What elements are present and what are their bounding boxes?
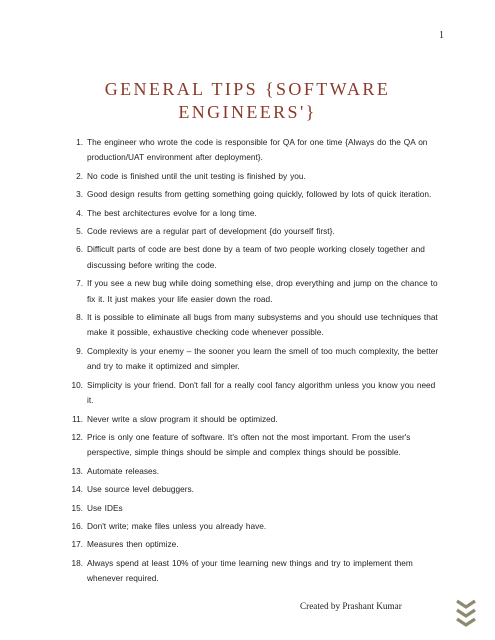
list-item — [68, 224, 440, 239]
list-item — [68, 206, 440, 221]
list-item-text: Code reviews are a regular part of development {do yourself first}. — [87, 226, 335, 237]
list-item-text: Simplicity is your friend. Don't fall for a really cool fancy algorithm unless you know you need it. — [87, 379, 436, 406]
list-item — [68, 242, 440, 273]
list-item — [68, 464, 440, 479]
list-item — [68, 430, 440, 461]
list-item — [68, 482, 440, 497]
list-item-number: 12. — [71, 431, 83, 442]
list-item-text: Complexity is your enemy – the sooner you learn the smell of too much complexity, the better and try to make it optimized and simpler. — [87, 345, 439, 372]
list-item-text: Difficult parts of code are best done by a team of two people working closely together and discussing before writing the code. — [87, 244, 425, 270]
list-item-number: 18. — [71, 557, 83, 568]
list-item-number: 16. — [71, 520, 83, 531]
list-item-text: It is possible to eliminate all bugs from many subsystems and you should use techniques that make it possible, exhaustive checking code whenever possible. — [87, 312, 438, 338]
list-item-number: 9. — [76, 345, 83, 356]
list-item — [68, 276, 440, 307]
list-item-text: Use source level debuggers. — [87, 484, 194, 495]
list-item — [68, 310, 440, 341]
list-item-number: 8. — [76, 312, 83, 323]
list-item-text: If you see a new bug while doing something else, drop everything and jump on the chance to fix it. It just makes your life easier down the road. — [87, 278, 438, 304]
list-item-number: 13. — [71, 465, 83, 476]
list-item-number: 10. — [71, 379, 83, 390]
list-item-number: 5. — [76, 226, 83, 237]
list-item — [68, 519, 440, 534]
list-item-number: 2. — [76, 170, 83, 181]
list-item-text: Use IDEs — [87, 502, 123, 513]
list-item — [68, 135, 440, 166]
list-item-number: 15. — [71, 502, 83, 513]
list-item — [68, 169, 440, 184]
list-item — [68, 378, 440, 409]
list-item-text: The best architectures evolve for a long time. — [87, 207, 257, 218]
list-item-number: 1. — [76, 137, 83, 147]
list-item — [68, 412, 440, 427]
list-item-text: Price is only one feature of software. It's often not the most important. From the user's perspective, simple things should be simple and complex things should be possible. — [87, 431, 411, 458]
footer-author: Created by Prashant Kumar — [300, 601, 402, 611]
list-item-number: 3. — [76, 189, 83, 200]
document-title: GENERAL TIPS {SOFTWARE ENGINEERS'} — [104, 79, 391, 122]
list-item — [68, 187, 440, 202]
list-item-text: The engineer who wrote the code is responsible for QA for one time {Always do the QA on production/UAT environment after deployment}. — [87, 137, 428, 163]
list-item-text: Don't write; make files unless you already have. — [87, 520, 267, 531]
list-item — [68, 344, 440, 375]
list-item-number: 4. — [76, 207, 83, 218]
list-item-text: Automate releases. — [87, 465, 160, 476]
list-item-text: Measures then optimize. — [87, 539, 179, 550]
list-item-number: 11. — [72, 413, 83, 424]
list-item-number: 14. — [71, 484, 83, 495]
list-item-number: 7. — [76, 278, 83, 289]
list-item — [68, 556, 440, 587]
list-item-text: Good design results from getting something going quickly, followed by lots of quick iteration. — [87, 189, 432, 200]
list-item — [68, 537, 440, 552]
list-item-text: No code is finished until the unit testing is finished by you. — [87, 170, 306, 181]
list-item — [68, 501, 440, 516]
tips-list — [68, 135, 440, 590]
list-item-text: Never write a slow program it should be optimized. — [87, 413, 278, 424]
list-item-number: 17. — [71, 539, 83, 550]
page-number: 1 — [439, 30, 444, 41]
list-item-number: 6. — [76, 244, 83, 255]
list-item-text: Always spend at least 10% of your time learning new things and try to implement them whenever required. — [87, 557, 413, 584]
triple-chevron-down-icon — [455, 598, 477, 628]
